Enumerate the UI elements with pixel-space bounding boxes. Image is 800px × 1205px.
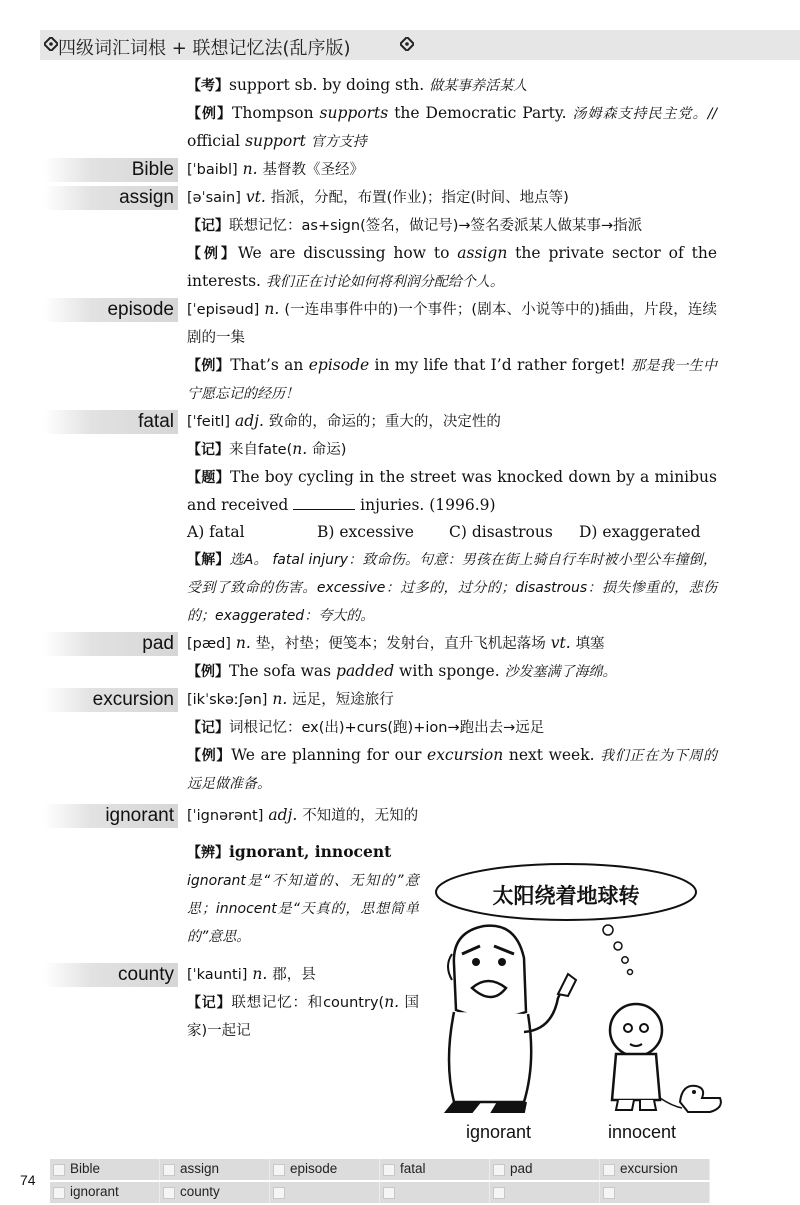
definition: [ˈepisəud] n. (一连串事件中的)一个事件；(剧本、小说等中的)插曲，片段，连续剧的一集 xyxy=(187,300,717,346)
checklist-item[interactable]: ignorant xyxy=(50,1182,160,1203)
checklist-item[interactable]: assign xyxy=(160,1159,270,1180)
headword: ignorant xyxy=(44,804,178,828)
test-point-line: 【考】support sb. by doing sth. 做某事养活某人 xyxy=(187,76,528,94)
running-header xyxy=(0,26,800,64)
checkbox-icon[interactable] xyxy=(273,1164,285,1176)
headword: episode xyxy=(44,298,178,322)
entry-excursion xyxy=(0,686,800,798)
checklist-item[interactable] xyxy=(380,1182,490,1203)
checkbox-icon[interactable] xyxy=(383,1164,395,1176)
option-b: B) excessive xyxy=(317,523,414,541)
checkbox-icon[interactable] xyxy=(273,1187,285,1199)
headword: excursion xyxy=(44,688,178,712)
checklist-item[interactable] xyxy=(270,1182,380,1203)
exam-question: 【题】The boy cycling in the street was knocked down by a minibus and received injuries. (1996.9) xyxy=(187,468,717,514)
checklist-item[interactable]: episode xyxy=(270,1159,380,1180)
headword: county xyxy=(44,963,178,987)
checkbox-icon[interactable] xyxy=(53,1164,65,1176)
definition: [pæd] n. 垫，衬垫；便笺本；发射台，直升飞机起落场 vt. 填塞 xyxy=(187,634,605,652)
entry-pad xyxy=(0,630,800,686)
entry-bible xyxy=(0,156,800,184)
distinction-note: ignorant是“不知道的、无知的”意思；innocent是“天真的，思想简单的”意思。 xyxy=(187,873,419,945)
definition: [əˈsain] vt. 指派，分配，布置(作业)；指定(时间、地点等) xyxy=(187,188,569,206)
checklist-row xyxy=(50,1159,710,1180)
definition: [ˈbaibl] n. 基督教《圣经》 xyxy=(187,160,364,178)
memory-note: 【记】联想记忆：as+sign(签名，做记号)→签名委派某人做某事→指派 xyxy=(187,218,643,234)
distinction-heading: 【辨】ignorant, innocent xyxy=(187,842,392,861)
entry-assign xyxy=(0,184,800,296)
definition: [ˈignərənt] adj. 不知道的，无知的 xyxy=(187,806,419,824)
checklist-item[interactable]: pad xyxy=(490,1159,600,1180)
diamond-ornament-icon xyxy=(400,37,414,51)
checkbox-icon[interactable] xyxy=(493,1187,505,1199)
headword: fatal xyxy=(44,410,178,434)
checklist-item[interactable]: excursion xyxy=(600,1159,710,1180)
entry-episode xyxy=(0,296,800,408)
diamond-ornament-icon xyxy=(44,37,58,51)
checkbox-icon[interactable] xyxy=(603,1164,615,1176)
solution: 【解】选A。 fatal injury：致命伤。句意：男孩在街上骑自行车时被小型公车撞倒，受到了致命的伤害。excessive：过多的，过分的；disastrous：损失惨重的，悲伤的；exaggerated：夸大的。 xyxy=(187,552,717,624)
caption-ignorant: ignorant xyxy=(466,1122,532,1142)
headword: pad xyxy=(44,632,178,656)
cartoon-illustration xyxy=(432,862,732,1152)
checkbox-icon[interactable] xyxy=(493,1164,505,1176)
headword: Bible xyxy=(44,158,178,182)
definition: [ˈfeitl] adj. 致命的，命运的；重大的，决定性的 xyxy=(187,412,501,430)
memory-note: 【记】词根记忆：ex(出)+curs(跑)+ion→跑出去→远足 xyxy=(187,720,545,736)
checkbox-icon[interactable] xyxy=(53,1187,65,1199)
book-title: 四级词汇词根 + 联想记忆法(乱序版) xyxy=(58,38,351,59)
example: 【例】That’s an episode in my life that I’d rather forget! 那是我一生中宁愿忘记的经历！ xyxy=(187,356,718,402)
checkbox-icon[interactable] xyxy=(163,1164,175,1176)
option-c: C) disastrous xyxy=(449,523,553,541)
definition: [ikˈskəːʃən] n. 远足，短途旅行 xyxy=(187,690,394,708)
entry-support-continued xyxy=(0,72,800,156)
example: 【例】We are planning for our excursion next week. 我们正在为下周的远足做准备。 xyxy=(187,746,718,792)
checklist-item[interactable]: county xyxy=(160,1182,270,1203)
checkbox-icon[interactable] xyxy=(383,1187,395,1199)
checklist-item[interactable] xyxy=(490,1182,600,1203)
memory-note: 【记】联想记忆：和country(n. 国家)一起记 xyxy=(187,993,420,1039)
example: 【例】The sofa was padded with sponge. 沙发塞满了海绵。 xyxy=(187,662,617,680)
option-a: A) fatal xyxy=(187,523,245,541)
example: 【例】We are discussing how to assign the private sector of the interests. 我们正在讨论如何将利润分配给个人。 xyxy=(187,244,717,290)
checklist-item[interactable] xyxy=(600,1182,710,1203)
headword: assign xyxy=(44,186,178,210)
speech-bubble-text: 太阳绕着地球转 xyxy=(492,884,640,908)
entry-fatal xyxy=(0,408,800,630)
definition: [ˈkaunti] n. 郡，县 xyxy=(187,965,316,983)
checklist-item[interactable]: Bible xyxy=(50,1159,160,1180)
checklist-item[interactable]: fatal xyxy=(380,1159,490,1180)
page-number: 74 xyxy=(20,1172,36,1188)
checklist-row xyxy=(50,1182,710,1203)
answer-options xyxy=(187,519,717,546)
option-d: D) exaggerated xyxy=(579,523,701,541)
answer-blank xyxy=(293,495,355,510)
memory-note: 【记】来自fate(n. 命运) xyxy=(187,440,347,458)
caption-innocent: innocent xyxy=(608,1122,677,1142)
checkbox-icon[interactable] xyxy=(603,1187,615,1199)
review-checklist-footer xyxy=(0,1158,800,1204)
example-line: 【例】Thompson supports the Democratic Party. 汤姆森支持民主党。// official support 官方支持 xyxy=(187,104,718,150)
checkbox-icon[interactable] xyxy=(163,1187,175,1199)
